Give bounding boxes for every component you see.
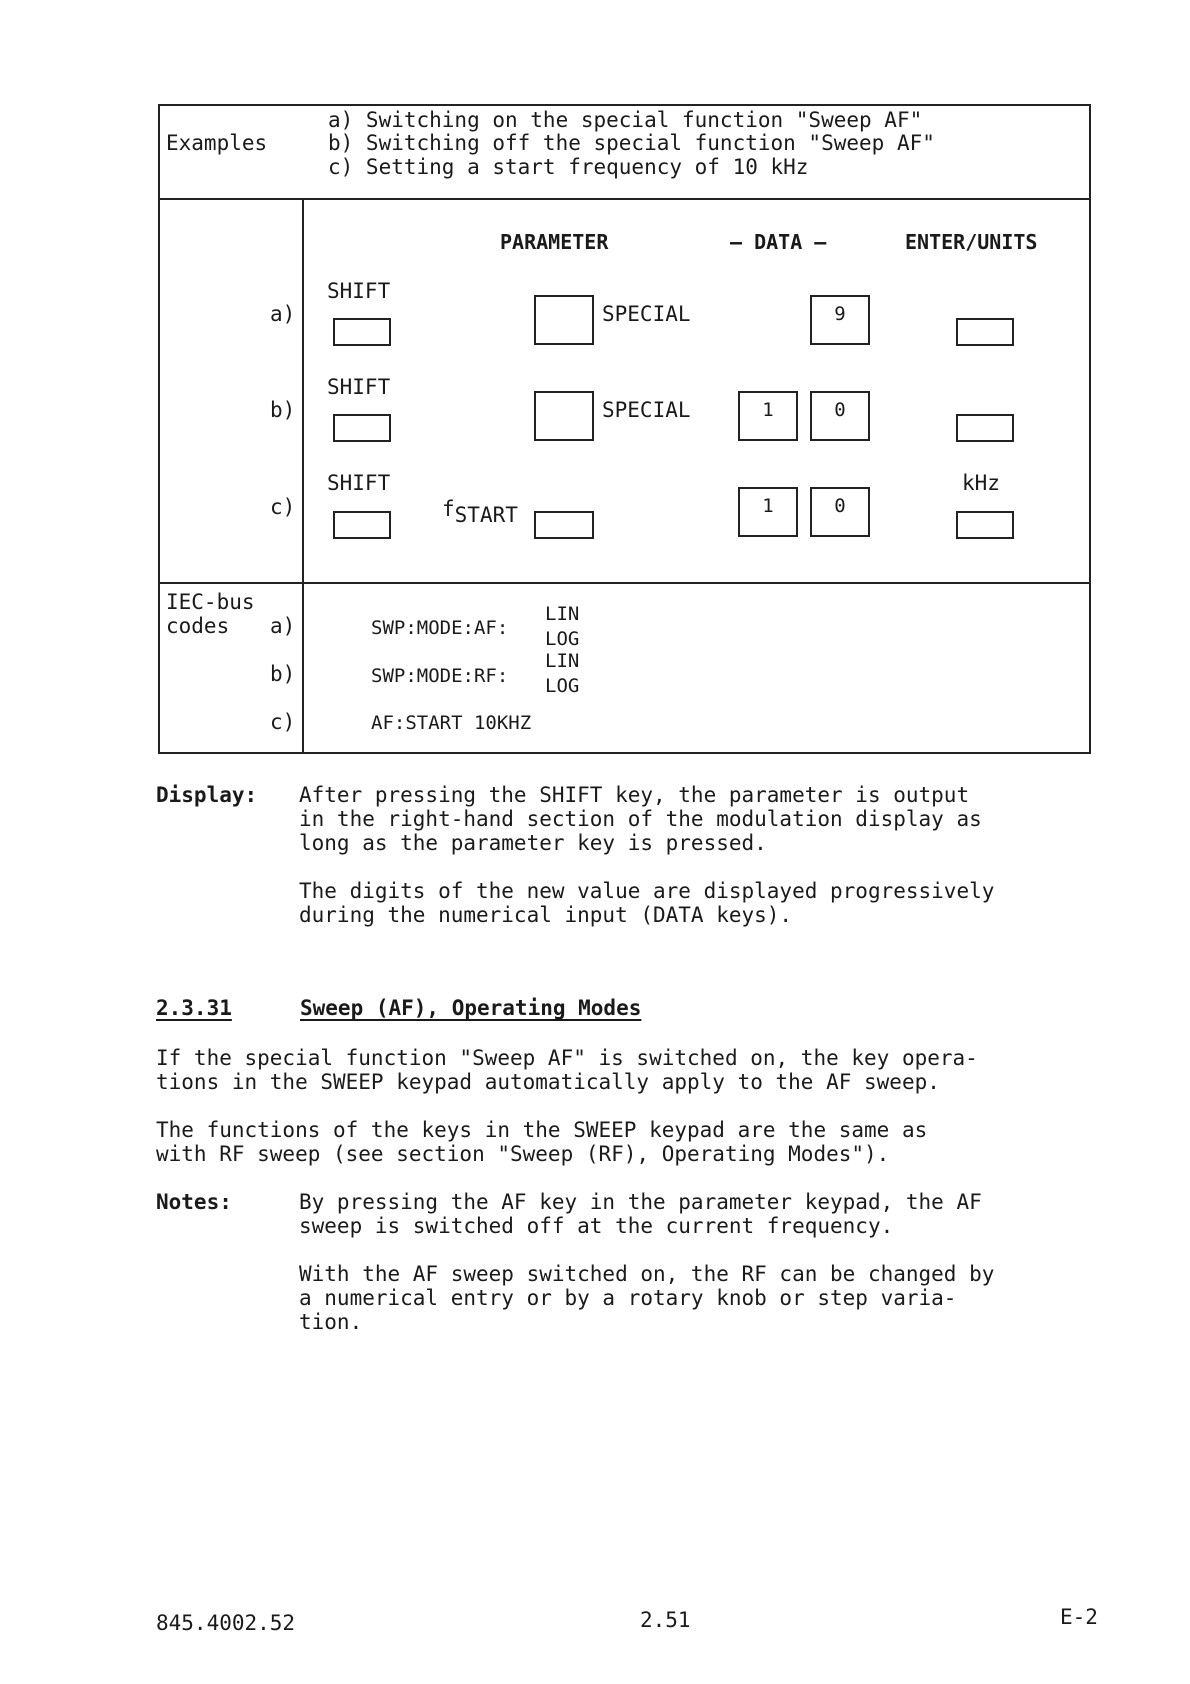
row-b-special-label: SPECIAL	[602, 398, 691, 422]
section-p2-line1: The functions of the keys in the SWEEP keypad are the same as	[156, 1118, 928, 1142]
section-number: 2.3.31	[156, 996, 232, 1020]
display-p1-line1: After pressing the SHIFT key, the parameter is output	[299, 783, 970, 807]
table-divider-iec	[158, 582, 1091, 584]
row-c-fstart-key[interactable]	[534, 511, 594, 539]
iec-row-a-label: a)	[270, 614, 296, 638]
display-p2-line2: during the numerical input (DATA keys).	[299, 903, 793, 927]
iec-code-a-lin: LIN	[545, 603, 580, 625]
row-c-fstart-label	[442, 497, 518, 527]
row-c-label: c)	[270, 495, 296, 519]
notes-label: Notes:	[156, 1190, 232, 1214]
header-enter-units: ENTER/UNITS	[905, 230, 1038, 254]
iec-code-a-log: LOG	[545, 628, 580, 650]
section-p1-line2: tions in the SWEEP keypad automatically apply to the AF sweep.	[156, 1070, 940, 1094]
notes-p2-line2: a numerical entry or by a rotary knob or step varia-	[299, 1286, 957, 1310]
display-label: Display:	[156, 783, 258, 807]
row-b-special-key[interactable]	[534, 391, 594, 441]
row-c-digit-1-key[interactable]: 1	[738, 487, 798, 537]
table-divider-header	[158, 198, 1091, 200]
row-c-unit-label: kHz	[962, 471, 1000, 495]
fstart-sub: START	[454, 503, 518, 527]
fstart-f: f	[442, 497, 455, 521]
notes-p1-line2: sweep is switched off at the current frequency.	[299, 1214, 894, 1238]
display-p1-line2: in the right-hand section of the modulation display as	[299, 807, 982, 831]
footer-edition: E-2	[1060, 1605, 1098, 1629]
section-p1-line1: If the special function "Sweep AF" is switched on, the key opera-	[156, 1046, 978, 1070]
header-parameter: PARAMETER	[500, 230, 609, 254]
iec-label-line1: IEC-bus	[166, 590, 255, 614]
examples-label: Examples	[166, 131, 268, 155]
row-a-enter-key[interactable]	[956, 318, 1014, 346]
iec-code-b-log: LOG	[545, 675, 580, 697]
examples-table	[158, 104, 1091, 754]
row-a-shift-key[interactable]	[333, 318, 391, 346]
iec-row-b-label: b)	[270, 662, 296, 686]
footer-page-number: 2.51	[640, 1608, 691, 1632]
iec-code-b: SWP:MODE:RF:	[371, 665, 509, 687]
notes-p1-line1: By pressing the AF key in the parameter keypad, the AF	[299, 1190, 982, 1214]
display-p2-line1: The digits of the new value are displayed progressively	[299, 879, 995, 903]
row-c-digit-0-key[interactable]: 0	[810, 487, 870, 537]
row-b-label: b)	[270, 398, 296, 422]
row-b-enter-key[interactable]	[956, 414, 1014, 442]
display-p1-line3: long as the parameter key is pressed.	[299, 831, 767, 855]
row-c-khz-key[interactable]	[956, 511, 1014, 539]
iec-label-line2: codes	[166, 614, 230, 638]
iec-code-c: AF:START 10KHZ	[371, 712, 532, 734]
iec-code-b-lin: LIN	[545, 650, 580, 672]
row-a-special-key[interactable]	[534, 295, 594, 345]
iec-code-a: SWP:MODE:AF:	[371, 617, 509, 639]
example-a-text: a) Switching on the special function "Sweep AF"	[328, 108, 923, 132]
iec-row-c-label: c)	[270, 710, 296, 734]
section-title: Sweep (AF), Operating Modes	[300, 996, 642, 1020]
row-b-shift-label: SHIFT	[327, 375, 391, 399]
row-b-digit-0-key[interactable]: 0	[810, 391, 870, 441]
example-c-text: c) Setting a start frequency of 10 kHz	[328, 155, 809, 179]
row-c-shift-key[interactable]	[333, 511, 391, 539]
notes-p2-line3: tion.	[299, 1310, 363, 1334]
row-a-special-label: SPECIAL	[602, 302, 691, 326]
section-p2-line2: with RF sweep (see section "Sweep (RF), Operating Modes").	[156, 1142, 890, 1166]
row-a-label: a)	[270, 302, 296, 326]
row-b-digit-1-key[interactable]: 1	[738, 391, 798, 441]
row-a-shift-label: SHIFT	[327, 279, 391, 303]
row-b-shift-key[interactable]	[333, 414, 391, 442]
header-data: — DATA —	[730, 230, 827, 254]
example-b-text: b) Switching off the special function "Sweep AF"	[328, 131, 935, 155]
notes-p2-line1: With the AF sweep switched on, the RF can be changed by	[299, 1262, 995, 1286]
table-divider-vertical	[302, 198, 304, 754]
row-a-digit-9-key[interactable]: 9	[810, 295, 870, 345]
footer-doc-number: 845.4002.52	[156, 1611, 296, 1635]
row-c-shift-label: SHIFT	[327, 471, 391, 495]
